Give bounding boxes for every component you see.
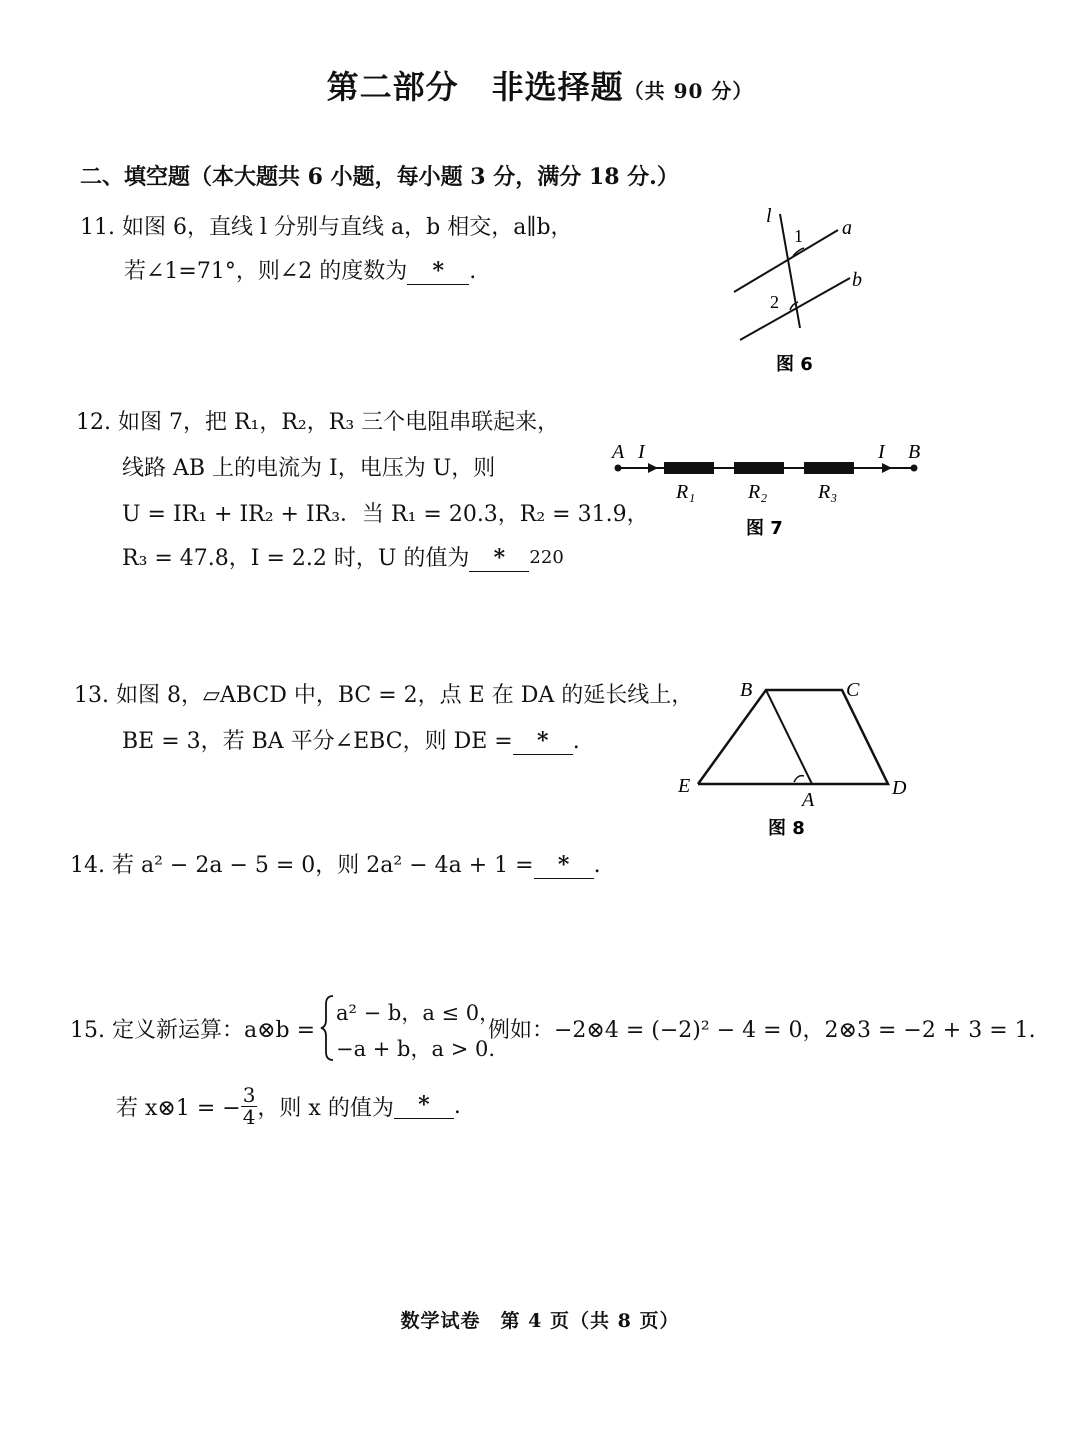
label-R3: R₃: [818, 481, 838, 503]
q11-answer-blank[interactable]: *: [407, 260, 469, 285]
q13-text-2: BE = 3，若 BA 平分∠EBC，则 DE =: [122, 729, 513, 754]
label-l: l: [766, 205, 772, 227]
page-footer: 数学试卷 第 4 页（共 8 页）: [400, 1310, 680, 1332]
q14-text: 若 a² − 2a − 5 = 0，则 2a² − 4a + 1 =: [112, 853, 534, 878]
q12-text-1: 如图 7，把 R₁，R₂，R₃ 三个电阻串联起来，: [118, 410, 560, 435]
q15-frac-num: 3: [242, 1082, 256, 1107]
label-E: E: [678, 775, 691, 797]
q14-number: 14.: [70, 853, 105, 878]
figure-7: [608, 436, 928, 546]
q14-answer-blank[interactable]: *: [534, 854, 594, 879]
q15-case-2: −a + b，a > 0.: [336, 1037, 496, 1061]
q14-line: [70, 848, 601, 879]
label-D: D: [892, 777, 907, 799]
figure-6: [720, 200, 880, 380]
section-heading: 二、填空题（本大题共 6 小题，每小题 3 分，满分 18 分.）: [80, 164, 679, 190]
label-R2: R₂: [748, 481, 768, 503]
label-I-right: I: [878, 441, 885, 463]
q12-number: 12.: [76, 410, 111, 435]
q15-text-2-mid: ，则 x 的值为: [257, 1095, 394, 1121]
left-brace-icon: [321, 996, 333, 1060]
figure-8: [672, 672, 922, 842]
q13-number: 13.: [74, 683, 109, 708]
figure-7-caption: 图 7: [746, 518, 783, 539]
q15-text-2-end: .: [453, 1093, 461, 1119]
label-C: C: [846, 679, 860, 701]
label-B: B: [908, 441, 921, 463]
part-title-score: （共 90 分）: [623, 79, 754, 103]
q12-line4: [122, 541, 564, 572]
current-arrow-left: [648, 463, 658, 473]
label-2: 2: [770, 292, 779, 312]
q14-text-end: .: [593, 853, 601, 878]
terminal-a: [615, 465, 622, 472]
q12-line1: [76, 405, 559, 436]
q12-text-4: R₃ = 47.8，I = 2.2 时，U 的值为: [122, 546, 470, 571]
figure-6-caption: 图 6: [776, 354, 813, 375]
q13-text-1: 如图 8，▱ABCD 中，BC = 2，点 E 在 DA 的延长线上，: [116, 683, 694, 708]
label-A: A: [612, 441, 625, 463]
q15-number-def: [70, 1013, 315, 1044]
q11-line2: [124, 254, 476, 285]
label-a: a: [842, 217, 852, 239]
label-B: B: [740, 679, 753, 701]
q15-line2: [116, 1078, 461, 1134]
terminal-b: [911, 465, 918, 472]
q11-line1: [80, 210, 573, 241]
label-R1: R₁: [676, 481, 696, 503]
resistor-r2: [734, 462, 784, 474]
q15-fraction: [241, 1082, 258, 1129]
line-b: [740, 278, 850, 340]
q12-answer-blank[interactable]: *: [469, 547, 529, 572]
q11-text-1: 如图 6，直线 l 分别与直线 a，b 相交，a∥b，: [122, 215, 573, 240]
q15-example: 例如：−2⊗4 = (−2)² − 4 = 0，2⊗3 = −2 + 3 = 1.: [488, 1018, 1036, 1043]
label-A: A: [802, 789, 815, 811]
q12-handwritten-answer: 220: [529, 547, 564, 568]
q11-text-2: 若∠1=71°，则∠2 的度数为: [124, 259, 408, 284]
q13-line2: [122, 724, 580, 755]
resistor-r1: [664, 462, 714, 474]
q15-case-1: a² − b，a ≤ 0，: [336, 1001, 501, 1025]
parallelogram-outline: [698, 690, 888, 784]
segment-ba: [766, 690, 812, 784]
q12-line3: U = IR₁ + IR₂ + IR₃．当 R₁ = 20.3，R₂ = 31.9，: [122, 502, 649, 527]
part-title: [0, 62, 1080, 108]
q15-def-label: 定义新运算：a⊗b =: [112, 1018, 316, 1043]
q15-frac-den: 4: [242, 1104, 256, 1129]
q15-text-2: 若 x⊗1 = −: [116, 1095, 241, 1121]
q11-number: 11.: [80, 215, 115, 240]
q15-answer-blank[interactable]: *: [394, 1094, 454, 1119]
q13-line1: [74, 678, 693, 709]
label-1: 1: [794, 226, 803, 246]
line-a: [734, 230, 838, 292]
q11-text-2-end: .: [469, 259, 477, 284]
q15-brace: [320, 994, 336, 1062]
part-title-main: 第二部分 非选择题: [326, 68, 624, 106]
q12-line2: 线路 AB 上的电流为 I，电压为 U，则: [122, 456, 496, 481]
q13-answer-blank[interactable]: *: [513, 730, 573, 755]
label-b: b: [852, 269, 862, 291]
angle-mark-a: [794, 776, 804, 782]
q13-text-2-end: .: [572, 729, 580, 754]
label-I-left: I: [638, 441, 645, 463]
q15-number: 15.: [70, 1018, 105, 1043]
resistor-r3: [804, 462, 854, 474]
figure-8-caption: 图 8: [768, 818, 805, 839]
current-arrow-right: [882, 463, 892, 473]
